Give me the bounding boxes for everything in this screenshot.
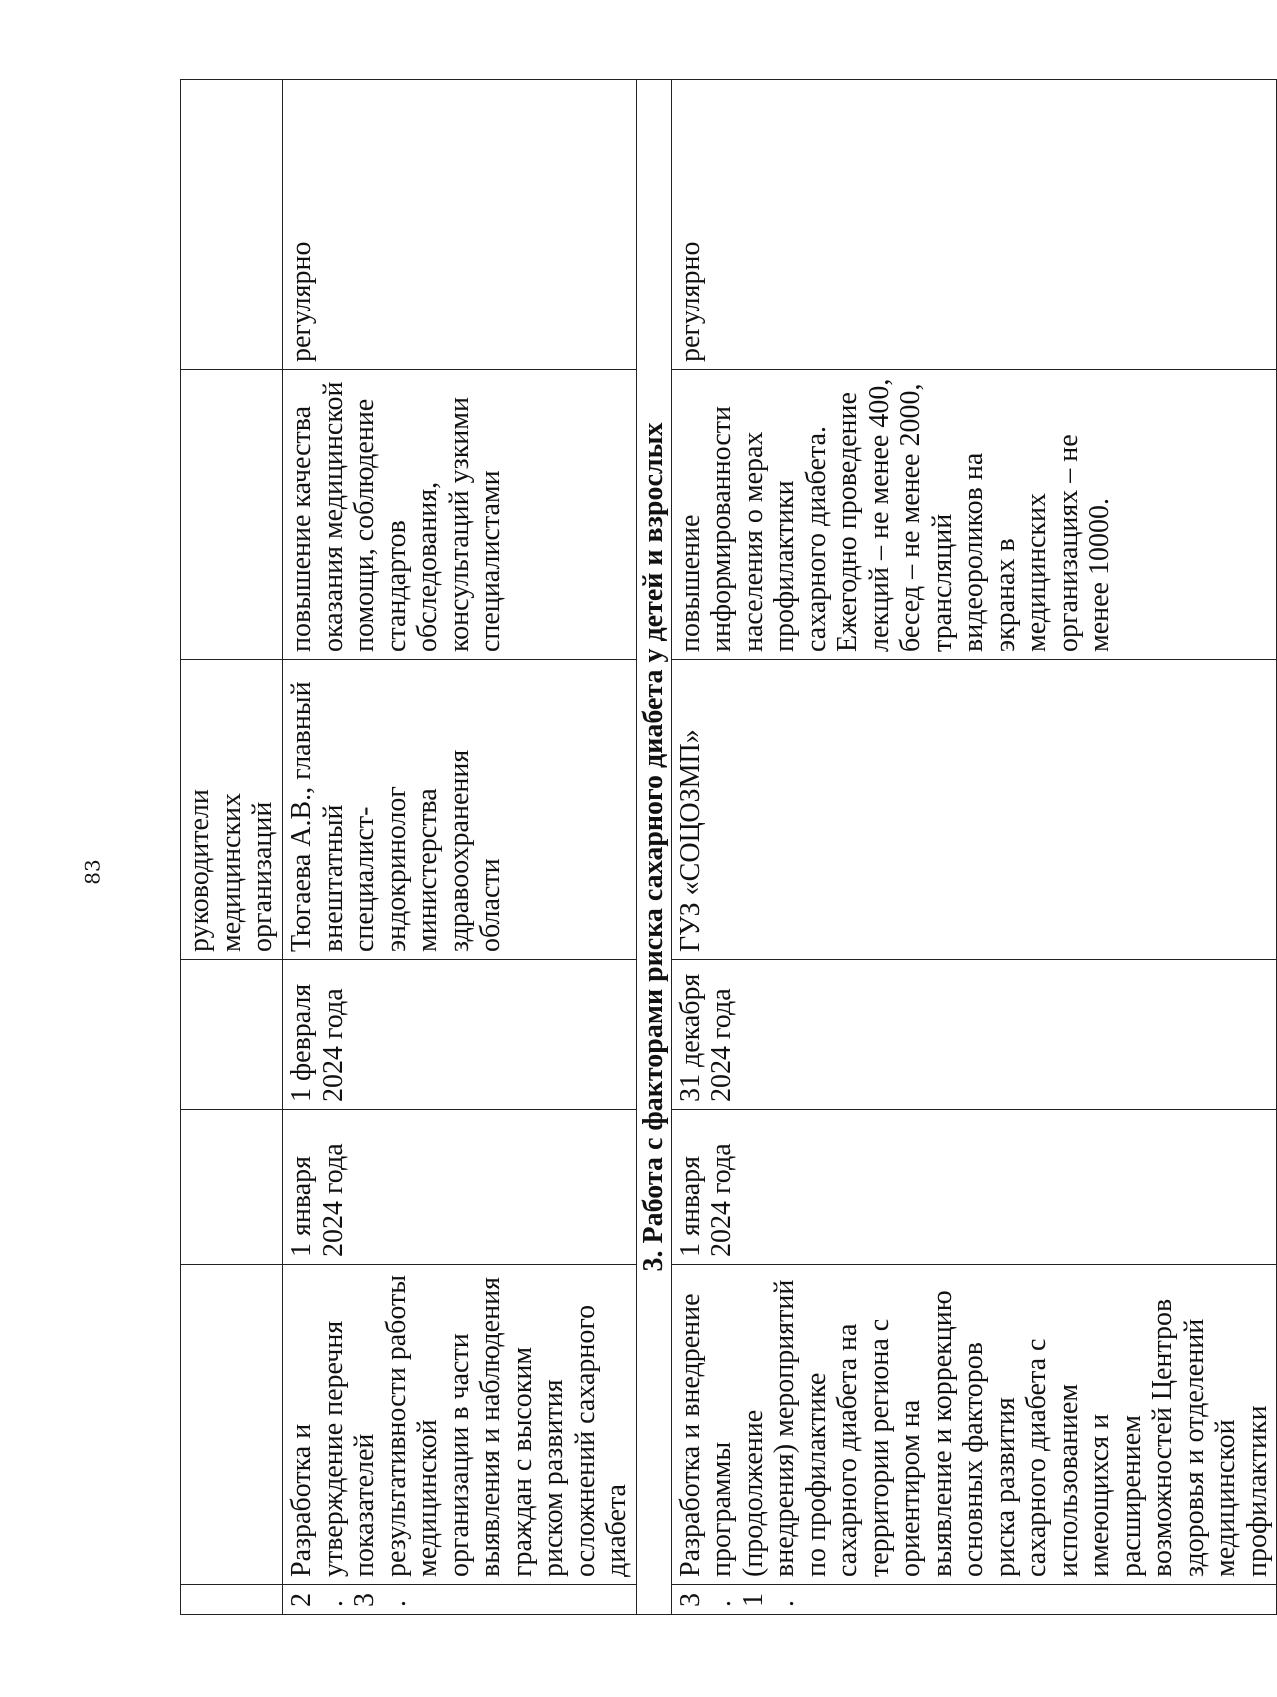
cell-activity: Разработка и утверждение перечня показателей результативности работы медицинской организации в части выявления и наблюдения граждан с высоким риском развития осложнений сахарного диабета <box>283 1265 637 1585</box>
table-row <box>283 80 637 1615</box>
cell-start: 1 января 2024 года <box>283 1110 637 1265</box>
cell-end: 31 декабря 2024 года <box>671 960 1277 1110</box>
cell-frequency: регулярно <box>283 80 637 370</box>
cell-num <box>181 1585 283 1615</box>
section-title: 3. Работа с факторами риска сахарного диабета у детей и взрослых <box>636 80 671 1615</box>
cell-frequency: регулярно <box>671 80 1277 370</box>
cell-responsible: Тюгаева А.В., главный внештатный специалист-эндокринолог министерства здравоохранения области <box>283 660 637 960</box>
activities-table <box>180 79 1277 1615</box>
cell-end: 1 февраля 2024 года <box>283 960 637 1110</box>
rotated-page-content <box>180 80 1273 1615</box>
cell-frequency <box>181 80 283 370</box>
section-row <box>636 80 671 1615</box>
cell-num: 3.1. <box>671 1585 1277 1615</box>
table-row <box>181 80 283 1615</box>
cell-result <box>181 370 283 660</box>
cell-responsible: руководители медицинских организаций <box>181 660 283 960</box>
cell-start <box>181 1110 283 1265</box>
cell-responsible: ГУЗ «СОЦОЗМП» <box>671 660 1277 960</box>
cell-result: повышение информированности населения о мерах профилактики сахарного диабета. Ежегодно проведение лекций – не менее 400, бесед – не менее 2000, трансляций видеороликов на экранах в медицинских организациях – не менее 10000. <box>671 370 1277 660</box>
cell-activity: Разработка и внедрение программы (продолжение внедрения) мероприятий по профилактике сахарного диабета на территории региона с ориентиром на выявление и коррекцию основных факторов риска развития сахарного диабета с использованием имеющихся и расширением возможностей Центров здоровья и отделений медицинской профилактики <box>671 1265 1277 1585</box>
cell-num: 2.3. <box>283 1585 637 1615</box>
page-number: 83 <box>80 859 105 885</box>
cell-result: повышение качества оказания медицинской помощи, соблюдение стандартов обследования, консультаций узкими специалистами <box>283 370 637 660</box>
cell-start: 1 января 2024 года <box>671 1110 1277 1265</box>
cell-end <box>181 960 283 1110</box>
cell-activity <box>181 1265 283 1585</box>
table-row <box>671 80 1277 1615</box>
